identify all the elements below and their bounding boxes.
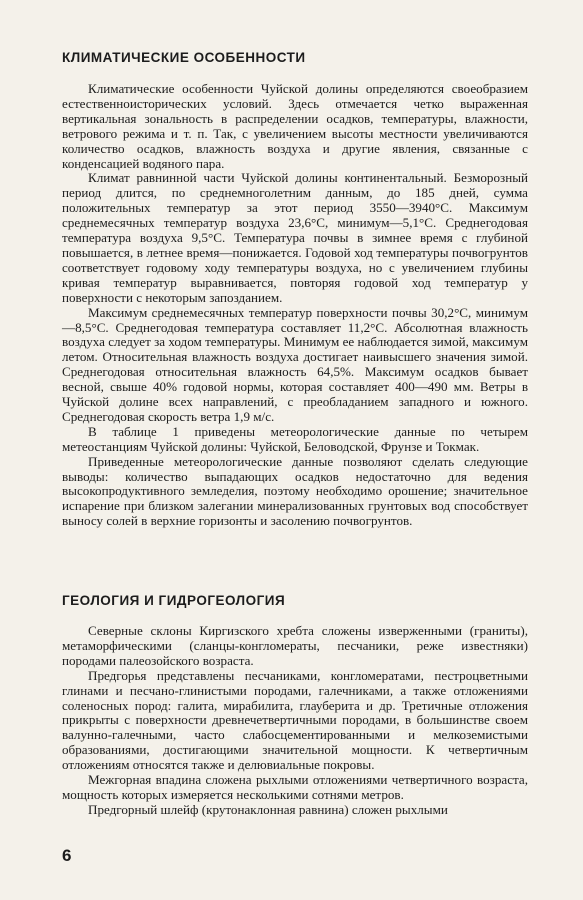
paragraph: Максимум среднемесячных температур поверхности почвы 30,2°С, минимум—8,5°С. Среднегодовая температура составляет 11,2°С. Абсолютная влажность воздуха следует за ходом температуры. Минимум ее наблюдается зимой, максимум летом. Относительная влажность воздуха достигает наивысшего значения зимой. Среднегодовая относительная влажность 64,5%. Максимум осадков бывает весной, свыше 40% годовой нормы, которая составляет 400—490 мм. Ветры в Чуйской долине всех направлений, с преобладанием западного и южного. Среднегодовая скорость ветра 1,9 м/с.: [62, 304, 528, 424]
paragraph: Приведенные метеорологические данные позволяют сделать следующие выводы: количество выпадающих осадков недостаточно для ведения высокопродуктивного земледелия, поэтому необходимо орошение; значительное испарение при близком залегании минерализованных грунтовых вод способствует выносу солей в верхние горизонты и засолению почвогрунтов.: [62, 453, 528, 529]
paragraph: Предгорный шлейф (крутонаклонная равнина) сложен рыхлыми: [88, 801, 448, 817]
paragraph: В таблице 1 приведены метеорологические данные по четырем метеостанциям Чуйской долины: Чуйской, Беловодской, Фрунзе и Токмак.: [62, 423, 528, 454]
paragraph: Предгорья представлены песчаниками, конгломератами, пестроцветными глинами и песчано-глинистыми породами, галечниками, а также отложениями соленосных пород: галита, мирабилита, глауберита и др. Третичные отложения прикрыты с поверхности древнечетвертичными породами, в большинстве своем валунно-галечными, часто слабосцементированными и мелкоземистыми образованиями, достигающими значительной мощности. К четвертичным отложениям относятся также и делювиальные покровы.: [62, 667, 528, 773]
section-body-climate: [62, 82, 528, 529]
section-body-geology: [62, 624, 528, 818]
section-heading-geology: ГЕОЛОГИЯ И ГИДРОГЕОЛОГИЯ: [62, 593, 286, 608]
paragraph: Климат равнинной части Чуйской долины континентальный. Безморозный период длится, по среднемноголетним данным, до 185 дней, сумма положительных температур за этот период 3550—3940°С. Максимум среднемесячных температур воздуха 23,6°С, минимум—5,1°С. Среднегодовая температура воздуха 9,5°С. Температура почвы в зимнее время с глубиной повышается, в летнее время—понижается. Годовой ход температуры почвогрунтов соответствует годовому ходу температуры воздуха, но с увеличением глубины кривая температур выравнивается, повторяя годовой ход температур у поверхности с некоторым запозданием.: [62, 170, 528, 305]
paragraph: Климатические особенности Чуйской долины определяются своеобразием естественноисторических условий. Здесь отмечается четко выраженная вертикальная зональность в распределении осадков, температуры, влажности, ветрового режима и т. п. Так, с увеличением высоты местности увеличиваются количество осадков, влажность воздуха и другие явления, связанные с конденсацией водяного пара.: [62, 81, 528, 171]
paragraph: Северные склоны Киргизского хребта сложены изверженными (граниты), метаморфическими (сланцы-конгломераты, песчаники, реже известняки) породами палеозойского возраста.: [62, 623, 528, 668]
section-heading-climate: КЛИМАТИЧЕСКИЕ ОСОБЕННОСТИ: [62, 50, 306, 65]
paragraph: Межгорная впадина сложена рыхлыми отложениями четвертичного возраста, мощность которых измеряется несколькими сотнями метров.: [62, 772, 528, 802]
page-number: 6: [62, 846, 72, 865]
